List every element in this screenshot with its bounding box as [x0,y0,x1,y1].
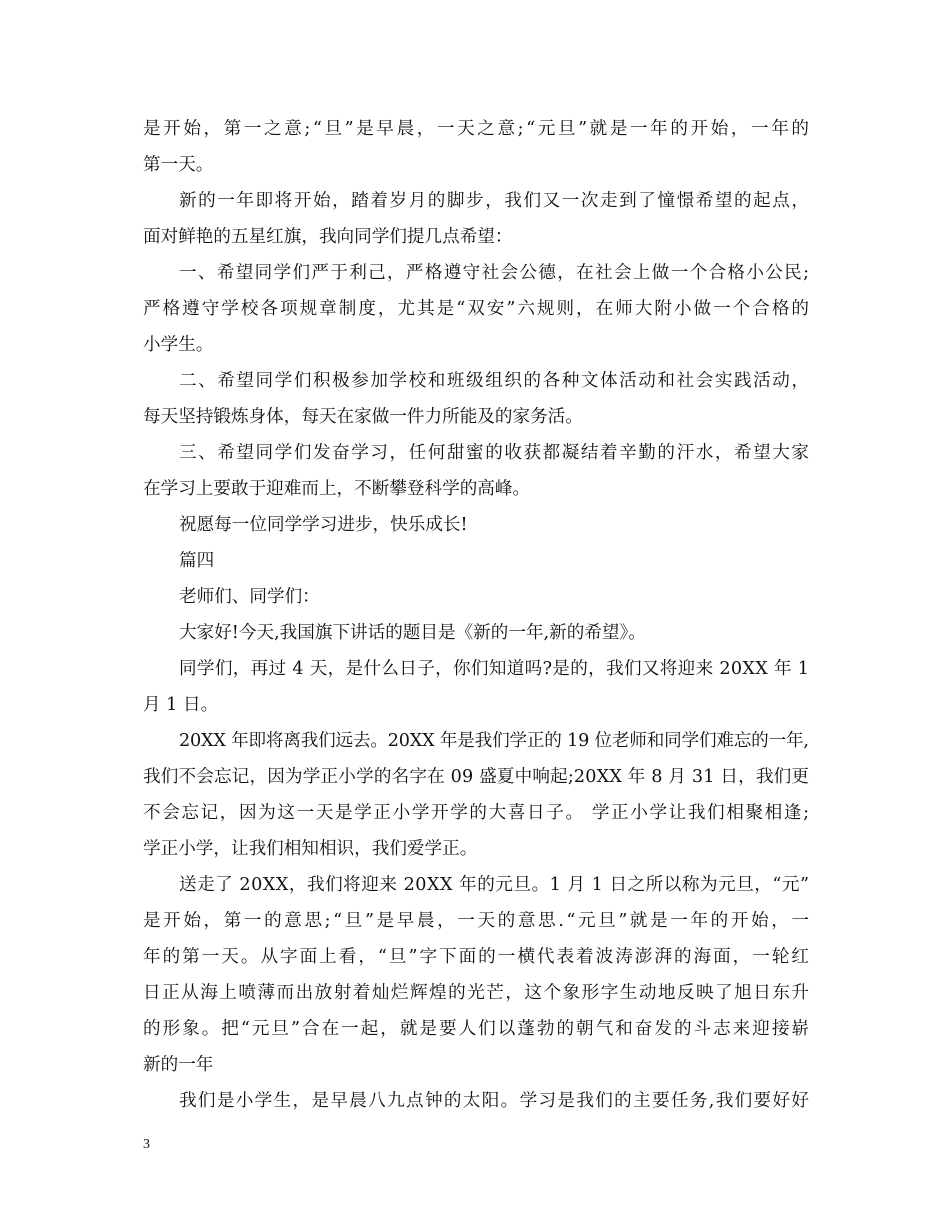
text-line: 我们是小学生，是早晨八九点钟的太阳。学习是我们的主要任务,我们要好好 [179,1091,811,1111]
text-line: 新的一年即将开始，踏着岁月的脚步，我们又一次走到了憧憬希望的起点， [179,191,811,211]
text-line: 月 1 日。 [143,695,219,715]
text-line: 是开始，第一之意;“旦”是早晨，一天之意;“元旦”就是一年的开始，一年的 [143,119,812,139]
text-line: 新的一年 [143,1055,214,1075]
text-line: 祝愿每一位同学学习进步，快乐成长! [179,515,468,535]
page-number: 3 [143,1137,150,1152]
text-line: 小学生。 [143,335,214,355]
text-line: 学正小学，让我们相知相识，我们爱学正。 [143,839,478,859]
section-heading: 篇四 [179,551,215,571]
text-line: 不会忘记，因为这一天是学正小学开学的大喜日子。 学正小学让我们相聚相逢; [143,803,811,823]
text-line: 一、希望同学们严于利己，严格遵守社会公德，在社会上做一个合格小公民; [179,263,811,283]
text-line: 严格遵守学校各项规章制度，尤其是“双安”六规则，在师大附小做一个合格的 [143,299,811,319]
text-line: 我们不会忘记，因为学正小学的名字在 09 盛夏中响起;20XX 年 8 月 31 日，我们更 [143,767,810,787]
text-line: 大家好!今天,我国旗下讲话的题目是《新的一年,新的希望》。 [179,623,646,643]
text-line: 每天坚持锻炼身体，每天在家做一件力所能及的家务活。 [143,407,583,427]
text-line: 是开始，第一的意思;“旦”是早晨，一天的意思.“元旦”就是一年的开始，一 [143,911,812,931]
text-line: 送走了 20XX，我们将迎来 20XX 年的元旦。1 月 1 日之所以称为元旦，“元” [179,875,810,895]
text-line: 二、希望同学们积极参加学校和班级组织的各种文体活动和社会实践活动， [179,371,811,391]
text-line: 年的第一天。从字面上看，“旦”字下面的一横代表着波涛澎湃的海面，一轮红 [143,947,811,967]
text-line: 同学们，再过 4 天，是什么日子，你们知道吗?是的，我们又将迎来 20XX 年 1 [179,659,810,679]
text-line: 的形象。把“元旦”合在一起，就是要人们以蓬勃的朝气和奋发的斗志来迎接崭 [143,1019,811,1039]
text-line: 第一天。 [143,155,214,175]
text-line: 在学习上要敢于迎难而上，不断攀登科学的高峰。 [143,479,531,499]
text-line: 三、希望同学们发奋学习，任何甜蜜的收获都凝结着辛勤的汗水，希望大家 [179,443,811,463]
text-line: 日正从海上喷薄而出放射着灿烂辉煌的光芒，这个象形字生动地反映了旭日东升 [143,983,811,1003]
text-line: 面对鲜艳的五星红旗，我向同学们提几点希望： [143,227,513,247]
text-line: 20XX 年即将离我们远去。20XX 年是我们学正的 19 位老师和同学们难忘的一年, [179,731,809,751]
salutation: 老师们、同学们： [179,587,320,607]
